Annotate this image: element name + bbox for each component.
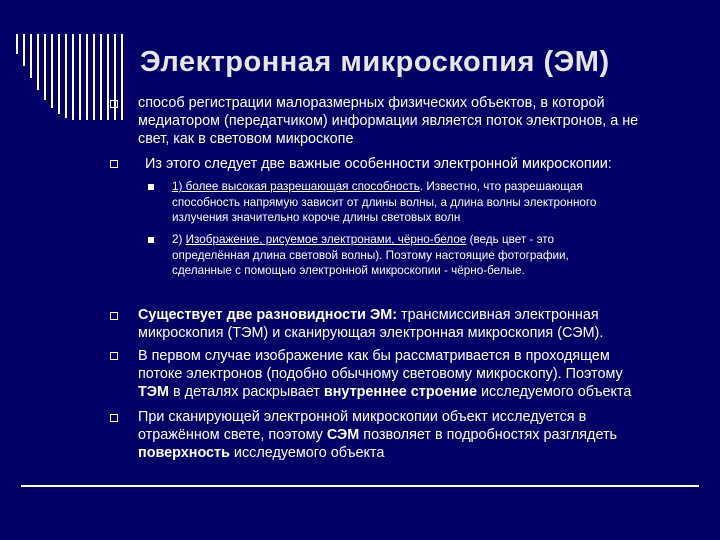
- slide-title: Электронная микроскопия (ЭМ): [140, 46, 610, 78]
- hollow-square-bullet-icon: [110, 100, 118, 108]
- bullet-2-text: Из этого следует две важные особенности электронной микроскопии:: [145, 156, 612, 172]
- bullet-3-text: Существует две разновидности ЭМ: трансмиссивная электронная микроскопия (ТЭМ) и сканирующая электронная микроскопия (СЭМ).: [138, 307, 604, 341]
- hollow-square-bullet-icon: [110, 414, 118, 422]
- sub-bullet-2-text: 2) Изображение, рисуемое электронами, чёрно-белое (ведь цвет - это определённая длина световой волны). Поэтому настоящие фотографии, сделанные с помощью электронной микроскопии - чёрно-белые.: [172, 233, 569, 277]
- hollow-square-bullet-icon: [110, 352, 118, 360]
- hollow-square-bullet-icon: [110, 160, 118, 168]
- filled-square-bullet-icon: [148, 184, 154, 190]
- sub-bullet-1-text: 1) более высокая разрешающая способность. Известно, что разрешающая способность напрямую зависит от длины волны, а длина волны электронного излучения значительно короче длины световых волн: [172, 180, 597, 224]
- bullet-4-text: В первом случае изображение как бы рассматривается в проходящем потоке электронов (подобно обычному световому микроскопу). Поэтому ТЭМ в деталях раскрывает внутреннее строение исследуемого объекта: [138, 348, 632, 400]
- bullet-5-text: При сканирующей электронной микроскопии объект исследуется в отражённом свете, поэтому СЭМ позволяет в подробностях разглядеть поверхность исследуемого объекта: [138, 409, 618, 461]
- bullet-1-text: способ регистрации малоразмерных физических объектов, в которой медиатором (передатчиком) информации является поток электронов, а не свет, как в световом микроскопе: [138, 95, 639, 147]
- hollow-square-bullet-icon: [110, 312, 118, 320]
- filled-square-bullet-icon: [148, 237, 154, 243]
- bottom-divider: [21, 485, 699, 487]
